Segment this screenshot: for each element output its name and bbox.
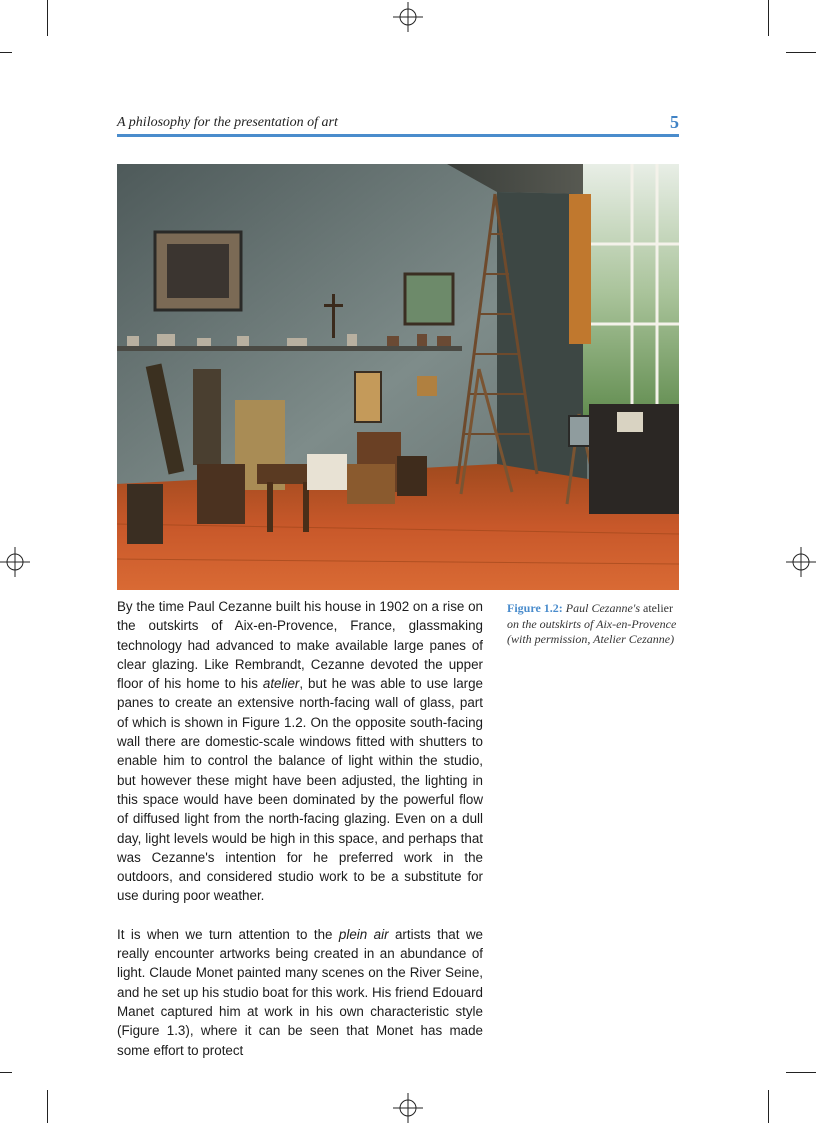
paragraph: It is when we turn attention to the plein air artists that we really encounter artworks being created in an abundance of light. Claude Monet painted many scenes on the River Seine, and he set up his studio boat for this work. His friend Edouard Manet captured him at work in his own characteristic style (Figure 1.3), where it can be seen that Monet has made some effort to protect [117, 926, 483, 1058]
crop-mark [0, 1072, 12, 1073]
registration-mark-icon [0, 547, 30, 577]
crop-mark [768, 0, 769, 36]
running-title: A philosophy for the presentation of art [117, 115, 338, 130]
page-number: 5 [670, 112, 679, 132]
studio-photograph [117, 164, 679, 590]
figure-caption: Figure 1.2: Paul Cezanne's atelier on the outskirts of Aix-en-Provence (with permission, Atelier Cezanne) [507, 601, 677, 646]
header-rule [117, 134, 679, 137]
registration-mark-icon [786, 547, 816, 577]
paragraph: By the time Paul Cezanne built his house in 1902 on a rise on the outskirts of Aix-en-Provence, France, glassmaking technology had advanced to make available large panes of clear glazing. Like Rembrandt, Cezanne devoted the upper floor of his home to his atelier, but he was able to use large panes to create an extensive north-facing wall of glass, part of which is shown in Figure 1.2. On the opposite south-facing wall there are domestic-scale windows fitted with shutters to enable him to control the balance of light within the studio, but however these might have been adjusted, the lighting in this space would have been dominated by the powerful flow of diffused light from the north-facing glazing. Even on a dull day, light levels would be high in this space, and perhaps that was Cezanne's intention for he preferred work in the outdoors, and considered studio work to be a substitute for use during poor weather. [117, 599, 483, 904]
crop-mark [0, 52, 12, 53]
crop-mark [47, 1090, 48, 1123]
crop-mark [786, 1072, 816, 1073]
running-header [117, 114, 679, 134]
body-text [117, 597, 483, 1079]
crop-mark [47, 0, 48, 36]
figure-label: Figure 1.2: [507, 601, 563, 615]
registration-mark-icon [393, 1093, 423, 1123]
crop-mark [786, 52, 816, 53]
crop-mark [768, 1090, 769, 1123]
registration-mark-icon [393, 2, 423, 32]
